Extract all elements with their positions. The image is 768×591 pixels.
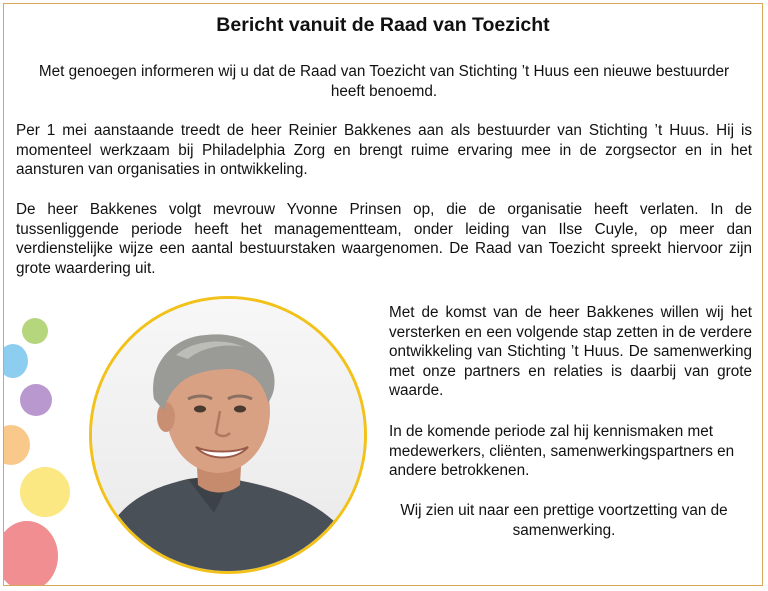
decorative-dot-green — [22, 318, 48, 344]
portrait-photo — [89, 296, 367, 574]
decorative-dot-orange — [3, 425, 30, 465]
paragraph-introductions: In de komende periode zal hij kennismaken met medewerkers, cliënten, samenwerkingspartners en andere betrokkenen. — [389, 423, 735, 479]
paragraph-development: Met de komst van de heer Bakkenes willen wij het versterken en een volgende stap zetten in de verdere ontwikkeling van Stichting ’t Huus. De samenwerking met onze partners en relaties is daarbij van grote waarde. — [389, 304, 752, 399]
paragraph-succession: De heer Bakkenes volgt mevrouw Yvonne Prinsen op, die de organisatie heeft verlaten. In de tussenliggende periode heeft het managementteam, onder leiding van Ilse Cuyle, op meer dan verdienstelijke wijze een aantal bestuurstaken waargenomen. De Raad van Toezicht spreekt hiervoor zijn grote waardering uit. — [16, 201, 752, 277]
announcement-title: Bericht vanuit de Raad van Toezicht — [216, 14, 550, 36]
paragraph-appointment: Per 1 mei aanstaande treedt de heer Reinier Bakkenes aan als bestuurder van Stichting ’t Huus. Hij is momenteel werkzaam bij Philadelphia Zorg en brengt ruime ervaring mee in de zorgsector en in het aansturen van organisaties in ontwikkeling. — [16, 122, 752, 178]
decorative-dot-purple — [20, 384, 52, 416]
closing-text: Wij zien uit naar een prettige voortzetting van de samenwerking. — [400, 502, 728, 539]
decorative-dot-red — [3, 521, 58, 586]
announcement-frame — [3, 3, 763, 586]
portrait-illustration — [92, 299, 364, 571]
decorative-dot-blue — [3, 344, 28, 378]
intro-text: Met genoegen informeren wij u dat de Raad van Toezicht van Stichting ’t Huus een nieuwe bestuurder heeft benoemd. — [38, 63, 730, 100]
decorative-dot-yellow — [20, 467, 70, 517]
